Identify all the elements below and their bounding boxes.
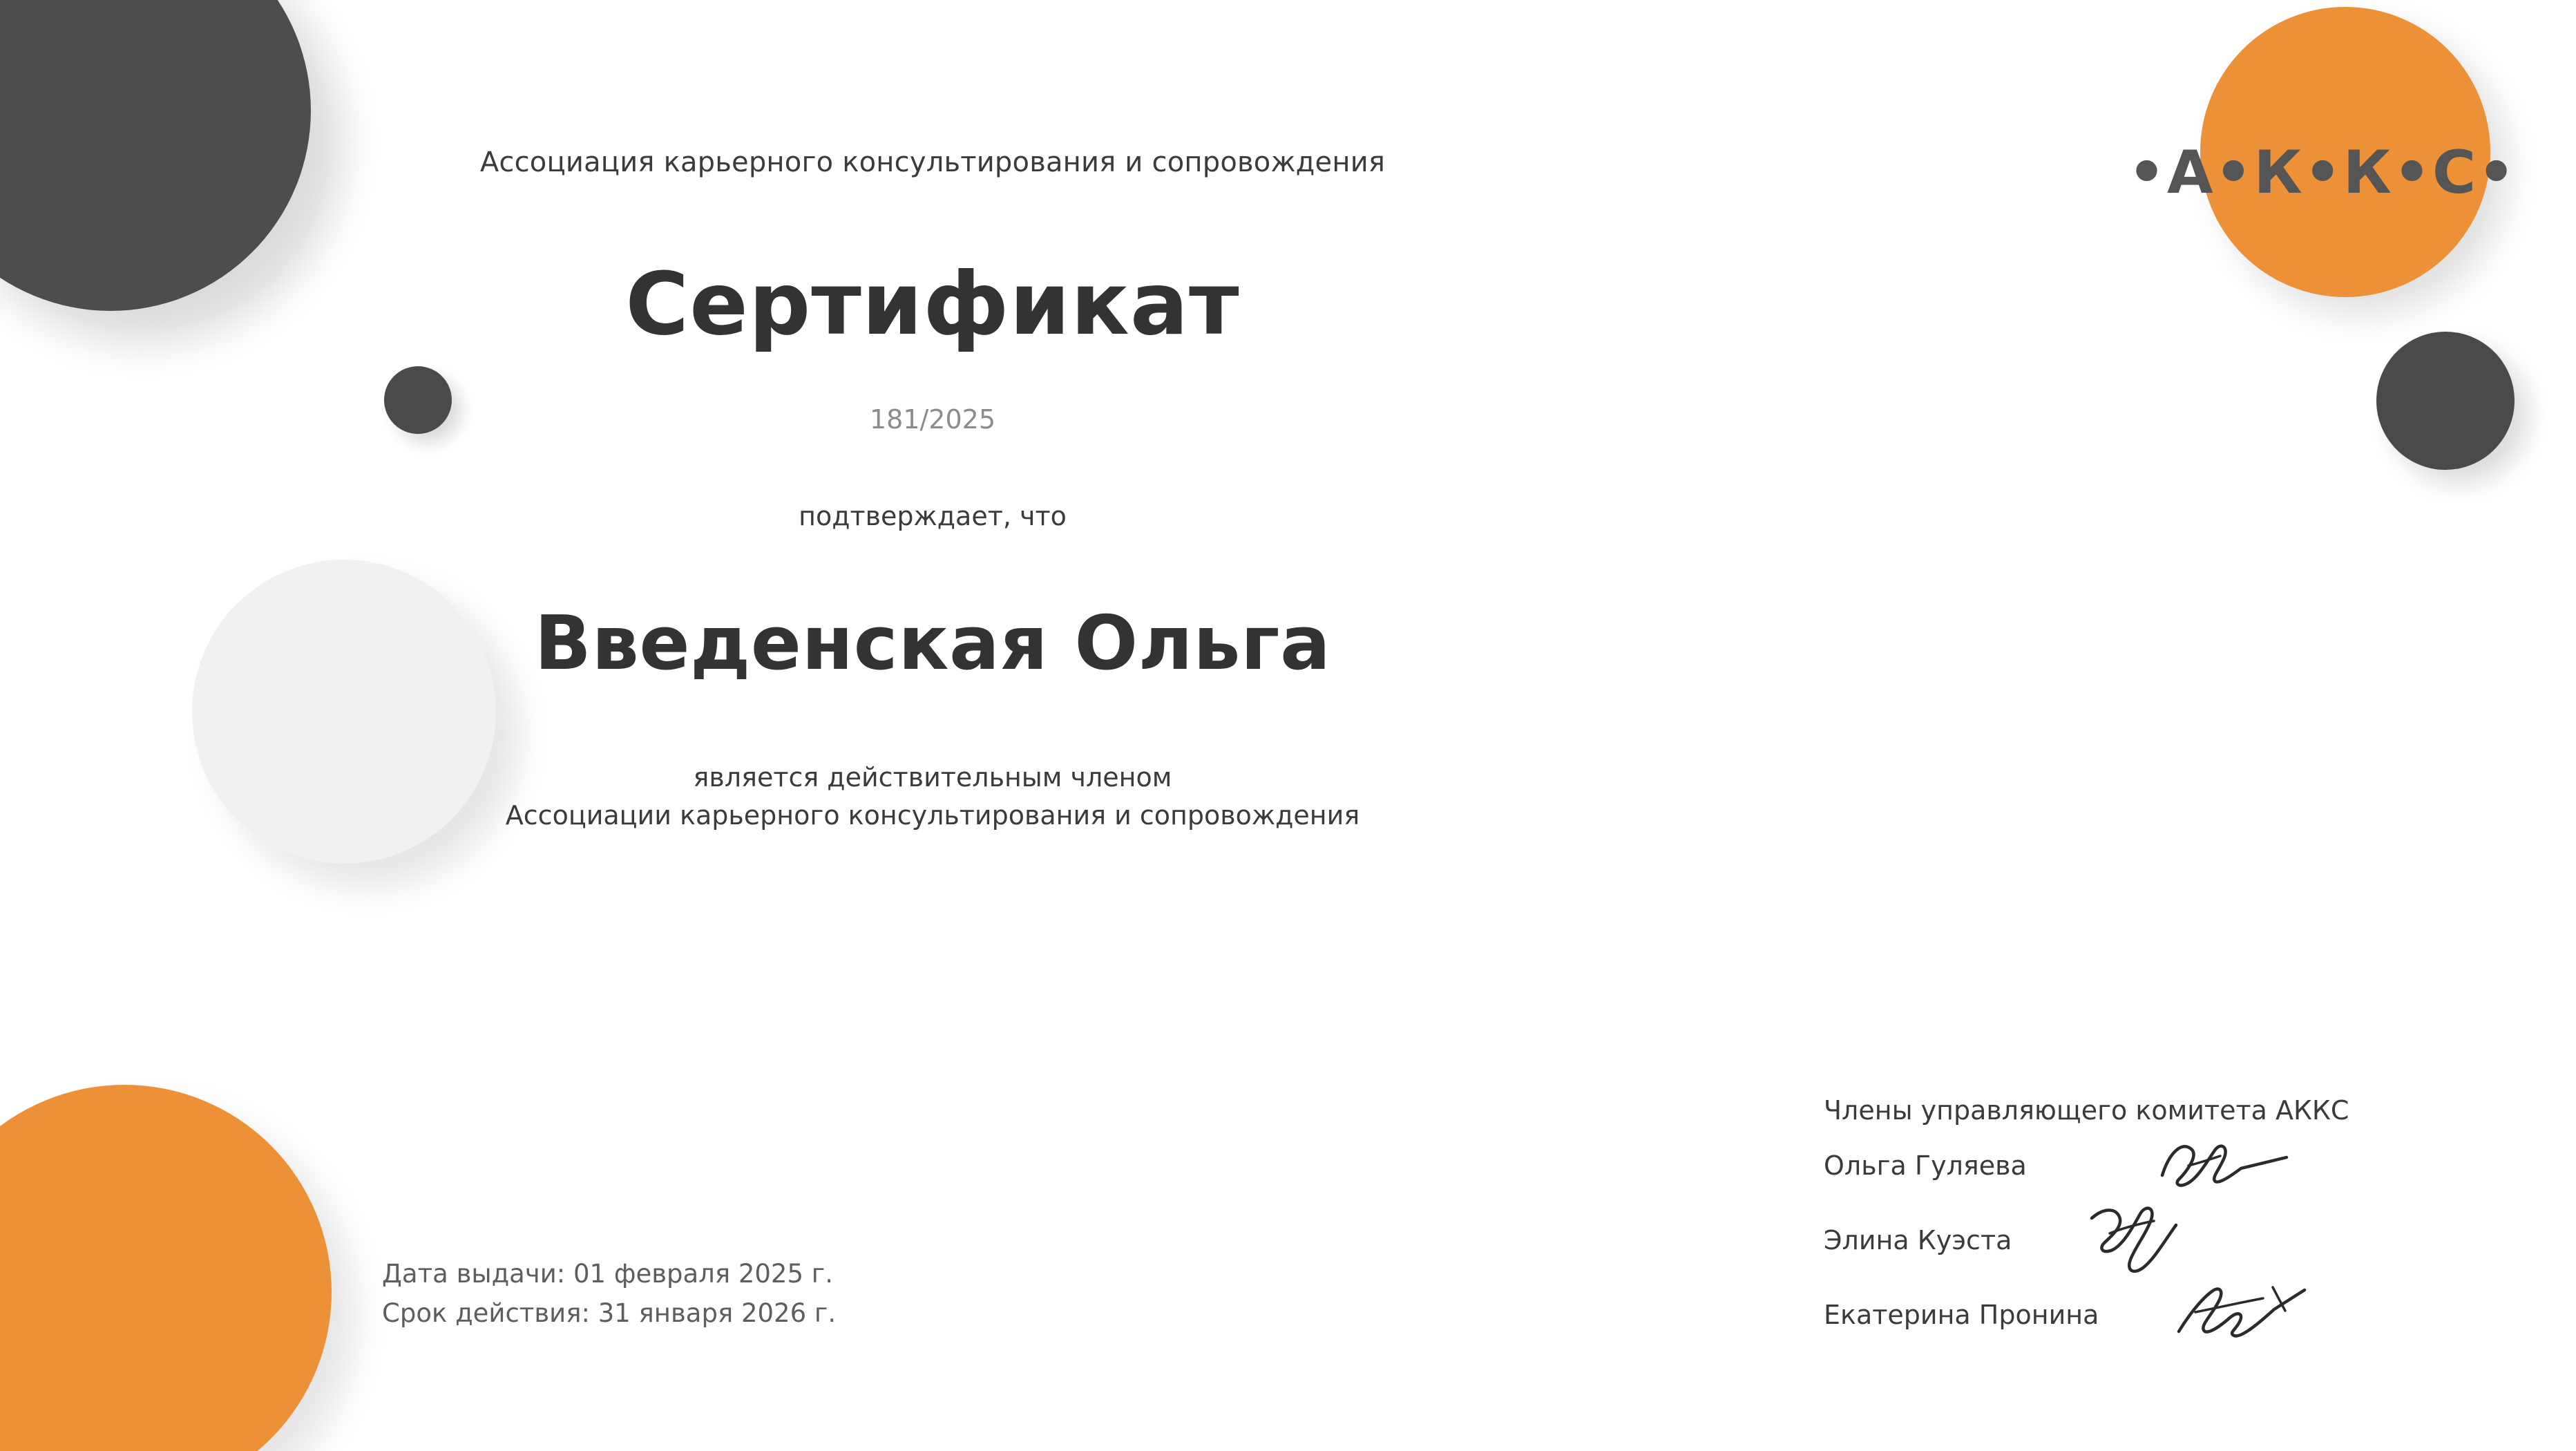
membership-statement — [0, 759, 1865, 835]
decorative-circle-dark-right — [2376, 332, 2515, 470]
recipient-name: Введенская Ольга — [534, 600, 1331, 687]
membership-line-1: является действительным членом — [693, 762, 1172, 793]
signatory-name: Элина Куэста — [1824, 1225, 2012, 1255]
valid-until-date: Срок действия: 31 января 2026 г. — [382, 1298, 837, 1329]
logo-wordmark: •А•К•К•С• — [2128, 138, 2517, 207]
issue-date: Дата выдачи: 01 февраля 2025 г. — [382, 1259, 833, 1289]
page-title: Сертификат — [625, 254, 1240, 354]
organization-line: Ассоциация карьерного консультирования и сопровождения — [479, 146, 1386, 178]
signatures-block — [1824, 1095, 2480, 1376]
membership-line-2: Ассоциации карьерного консультирования и сопровождения — [505, 800, 1360, 831]
signatory-name: Ольга Гуляева — [1824, 1150, 2027, 1181]
signature-row — [1824, 1152, 2480, 1226]
dates-block — [382, 1254, 836, 1334]
signatures-heading: Члены управляющего комитета АККС — [1824, 1095, 2349, 1126]
decorative-circle-orange-bottom-left — [0, 1085, 332, 1451]
confirms-text: подтверждает, что — [799, 501, 1067, 531]
signature-row — [1824, 1226, 2480, 1301]
signatory-name: Екатерина Пронина — [1824, 1300, 2099, 1330]
signature-row — [1824, 1301, 2480, 1376]
certificate-number: 181/2025 — [869, 404, 996, 435]
certificate-content — [0, 0, 1865, 835]
